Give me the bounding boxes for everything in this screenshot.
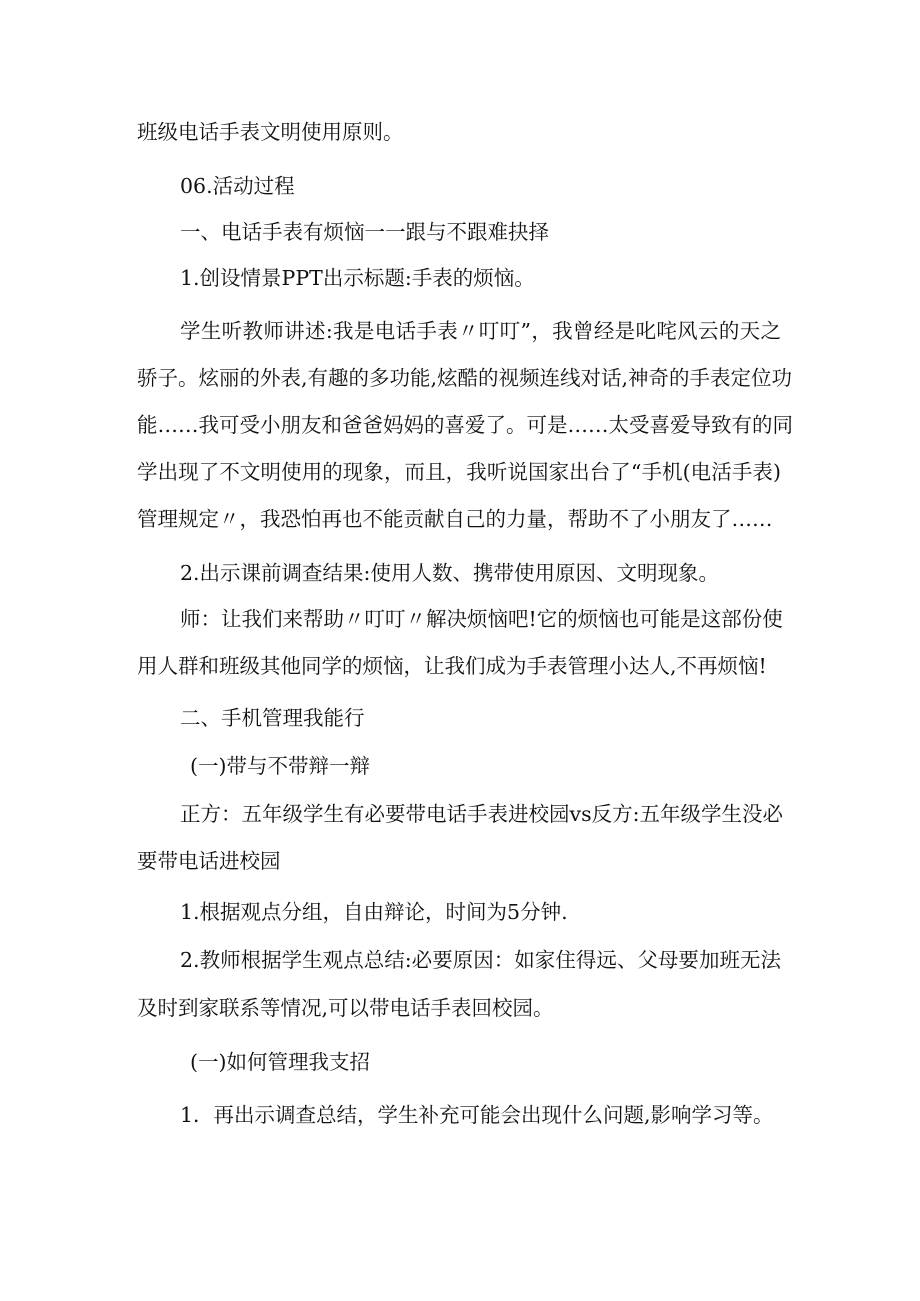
paragraph-line: 骄子。炫丽的外表,有趣的多功能,炫酷的视频连线对话,神奇的手表定位功: [137, 366, 793, 390]
paragraph-line: 学出现了不文明使用的现象，而且，我听说国家出台了“手机(电活手表): [137, 460, 781, 484]
section-heading: 二、手机管理我能行: [180, 706, 365, 730]
list-item: 2.出示课前调查结果:使用人数、携带使用原因、文明现象。: [180, 561, 719, 585]
paragraph-line: 能……我可受小朋友和爸爸妈妈的喜爱了。可是……太受喜爱导致有的同: [137, 413, 793, 437]
paragraph-line: 师：让我们来帮助〃叮叮〃解决烦恼吧!它的烦恼也可能是这部份使: [180, 607, 783, 631]
list-item: 1.根据观点分组，自由辩论，时间为5分钟.: [180, 900, 568, 924]
list-item: 1．再出示调查总结，学生补充可能会出现什么问题,影响学习等。: [180, 1103, 774, 1127]
paragraph-line: 正方：五年级学生有必要带电话手表进校园vs反方:五年级学生没必: [180, 802, 784, 826]
subsection-heading: (一)带与不带辩一辩: [190, 754, 370, 778]
paragraph-line: 用人群和班级其他同学的烦恼，让我们成为手表管理小达人,不再烦恼!: [137, 654, 767, 678]
section-number: 06.活动过程: [180, 174, 295, 198]
paragraph-line: 及时到家联系等情况,可以带电话手表回校园。: [137, 996, 554, 1020]
paragraph-line: 要带电话进校园: [137, 849, 281, 873]
section-heading: 一、电话手表有烦恼一一跟与不跟难抉择: [180, 220, 549, 244]
list-item: 1.创设情景PPT出示标题:手表的烦恼。: [180, 266, 535, 290]
paragraph-line: 管理规定〃，我恐怕再也不能贡献自己的力量，帮助不了小朋友了……: [137, 507, 773, 531]
paragraph-line: 学生听教师讲述:我是电话手表〃叮叮”，我曾经是叱咤风云的天之: [180, 319, 781, 343]
subsection-heading: (一)如何管理我支招: [190, 1050, 370, 1074]
paragraph-line: 班级电话手表文明使用原则。: [137, 120, 404, 144]
paragraph-line: 2.教师根据学生观点总结:必要原因：如家住得远、父母要加班无法: [180, 948, 781, 972]
